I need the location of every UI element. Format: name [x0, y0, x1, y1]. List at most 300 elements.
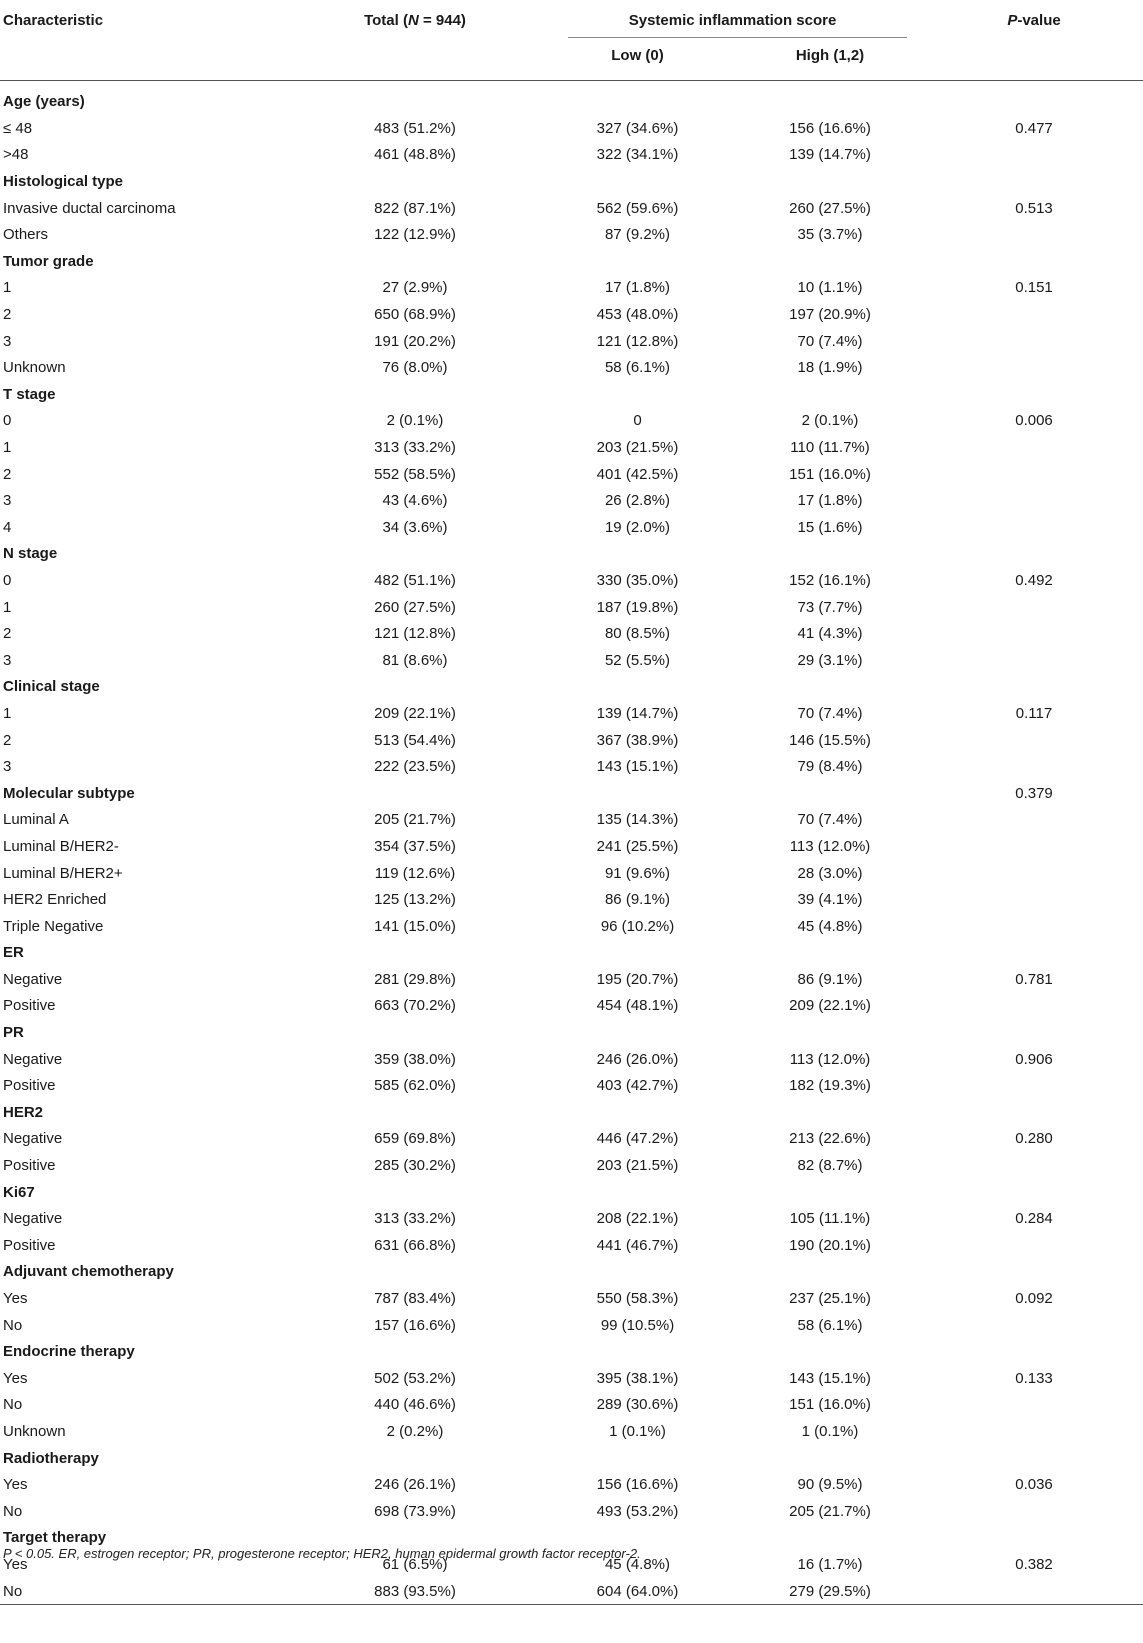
table-row	[0, 354, 1143, 381]
cell-high: 105 (11.1%)	[789, 1210, 871, 1228]
cell-high: 190 (20.1%)	[789, 1236, 871, 1254]
row-label: 3	[3, 332, 12, 350]
cell-pvalue	[925, 1445, 1143, 1472]
cell-high	[735, 1019, 925, 1046]
cell-total: 43 (4.6%)	[382, 492, 448, 510]
cell-total: 440 (46.6%)	[374, 1396, 456, 1414]
cell-low: 0	[633, 412, 642, 430]
cell-total: 313 (33.2%)	[374, 439, 456, 457]
table-row	[0, 142, 1143, 169]
cell-high: 151 (16.0%)	[789, 465, 871, 483]
cell-total: 354 (37.5%)	[374, 837, 456, 855]
row-label: 2	[3, 731, 12, 749]
row-label: Positive	[3, 997, 56, 1015]
cell-total	[290, 541, 540, 568]
cell-high: 1 (0.1%)	[801, 1422, 859, 1440]
cell-low	[540, 80, 735, 115]
table-row	[0, 328, 1143, 355]
cell-low: 322 (34.1%)	[596, 146, 679, 164]
cell-high	[735, 940, 925, 967]
section-label: Age (years)	[3, 93, 85, 111]
section-row	[0, 168, 1143, 195]
cell-high: 156 (16.6%)	[789, 119, 871, 137]
section-row	[0, 1179, 1143, 1206]
cell-total: 2 (0.1%)	[386, 412, 444, 430]
cell-total: 209 (22.1%)	[374, 704, 456, 722]
cell-low: 403 (42.7%)	[596, 1077, 679, 1095]
row-label: 4	[3, 518, 12, 536]
section-label: Endocrine therapy	[3, 1343, 135, 1361]
cell-total: 482 (51.1%)	[374, 571, 456, 589]
section-label: Target therapy	[3, 1529, 107, 1547]
table-row	[0, 1126, 1143, 1153]
cell-total	[290, 674, 540, 701]
cell-pvalue	[925, 434, 1143, 461]
section-row	[0, 1338, 1143, 1365]
table-row	[0, 1312, 1143, 1339]
cell-pvalue	[925, 807, 1143, 834]
cell-pvalue	[925, 1232, 1143, 1259]
table-row	[0, 860, 1143, 887]
section-label: T stage	[3, 385, 56, 403]
cell-pvalue	[925, 753, 1143, 780]
cell-pvalue	[925, 168, 1143, 195]
cell-low	[540, 940, 735, 967]
cell-pvalue: 0.781	[1015, 970, 1053, 988]
cell-total	[290, 1259, 540, 1286]
header-empty-3	[925, 38, 1143, 80]
cell-low: 454 (48.1%)	[596, 997, 679, 1015]
cell-pvalue	[925, 1498, 1143, 1525]
cell-total: 2 (0.2%)	[386, 1422, 444, 1440]
row-label: Luminal B/HER2-	[3, 837, 119, 855]
cell-high: 260 (27.5%)	[789, 199, 871, 217]
cell-high: 35 (3.7%)	[797, 226, 863, 244]
row-label: 0	[3, 412, 12, 430]
section-row	[0, 1019, 1143, 1046]
table-row	[0, 993, 1143, 1020]
cell-low: 187 (19.8%)	[596, 598, 679, 616]
table-row	[0, 487, 1143, 514]
cell-low: 289 (30.6%)	[596, 1396, 679, 1414]
row-label: No	[3, 1502, 23, 1520]
section-row	[0, 1259, 1143, 1286]
cell-total: 281 (29.8%)	[374, 970, 456, 988]
cell-high: 10 (1.1%)	[797, 279, 863, 297]
cell-high: 28 (3.0%)	[797, 864, 863, 882]
row-label: Yes	[3, 1476, 28, 1494]
section-row	[0, 1445, 1143, 1472]
cell-low: 604 (64.0%)	[540, 1578, 735, 1605]
cell-total: 659 (69.8%)	[374, 1130, 456, 1148]
cell-pvalue	[925, 328, 1143, 355]
cell-low	[540, 541, 735, 568]
cell-high	[735, 780, 925, 807]
row-label: Positive	[3, 1157, 56, 1175]
cell-pvalue	[925, 354, 1143, 381]
cell-pvalue	[925, 1578, 1143, 1605]
cell-low: 208 (22.1%)	[596, 1210, 679, 1228]
cell-pvalue	[925, 1152, 1143, 1179]
cell-high: 79 (8.4%)	[797, 758, 863, 776]
section-row	[0, 381, 1143, 408]
cell-low	[540, 1099, 735, 1126]
cell-pvalue	[925, 381, 1143, 408]
cell-high: 16 (1.7%)	[797, 1555, 863, 1573]
table-row	[0, 221, 1143, 248]
cell-pvalue	[925, 913, 1143, 940]
cell-pvalue	[925, 1179, 1143, 1206]
cell-pvalue: 0.151	[1015, 279, 1053, 297]
section-label: Clinical stage	[3, 678, 100, 696]
cell-pvalue	[925, 1418, 1143, 1445]
cell-low	[540, 1445, 735, 1472]
header-empty-2	[290, 38, 540, 80]
section-label: Ki67	[3, 1183, 35, 1201]
cell-high: 113 (12.0%)	[789, 837, 871, 855]
cell-low: 401 (42.5%)	[596, 465, 679, 483]
row-label: 1	[3, 598, 12, 616]
cell-total: 222 (23.5%)	[374, 758, 456, 776]
cell-high: 113 (12.0%)	[789, 1050, 871, 1068]
cell-pvalue	[925, 647, 1143, 674]
cell-pvalue	[925, 461, 1143, 488]
table-row	[0, 807, 1143, 834]
row-label: Yes	[3, 1555, 28, 1573]
cell-total: 61 (6.5%)	[382, 1555, 448, 1573]
cell-low: 550 (58.3%)	[596, 1290, 679, 1308]
cell-high: 41 (4.3%)	[797, 625, 863, 643]
table-row	[0, 753, 1143, 780]
section-row	[0, 1099, 1143, 1126]
cell-high: 152 (16.1%)	[789, 571, 871, 589]
cell-total: 513 (54.4%)	[374, 731, 456, 749]
header-empty-1	[0, 38, 290, 80]
cell-pvalue	[925, 833, 1143, 860]
cell-high: 82 (8.7%)	[797, 1157, 863, 1175]
cell-high	[735, 1259, 925, 1286]
cell-high	[735, 80, 925, 115]
section-row	[0, 80, 1143, 115]
table-row	[0, 1152, 1143, 1179]
row-label: 3	[3, 651, 12, 669]
cell-high: 45 (4.8%)	[797, 917, 863, 935]
cell-total: 121 (12.8%)	[374, 625, 456, 643]
row-label: Others	[3, 226, 49, 244]
cell-high: 143 (15.1%)	[789, 1369, 871, 1387]
cell-high: 2 (0.1%)	[801, 412, 859, 430]
cell-pvalue	[925, 1019, 1143, 1046]
cell-low	[540, 381, 735, 408]
cell-pvalue: 0.492	[1015, 571, 1053, 589]
row-label: Positive	[3, 1236, 56, 1254]
table-row	[0, 1072, 1143, 1099]
cell-low: 446 (47.2%)	[596, 1130, 679, 1148]
cell-total	[290, 1445, 540, 1472]
cell-total: 285 (30.2%)	[374, 1157, 456, 1175]
cell-pvalue	[925, 301, 1143, 328]
cell-high	[735, 381, 925, 408]
cell-pvalue: 0.284	[1015, 1210, 1053, 1228]
cell-low: 139 (14.7%)	[596, 704, 679, 722]
cell-total: 787 (83.4%)	[374, 1290, 456, 1308]
cell-total: 698 (73.9%)	[374, 1502, 456, 1520]
row-label: 2	[3, 465, 12, 483]
cell-low	[540, 168, 735, 195]
cell-low: 330 (35.0%)	[596, 571, 679, 589]
cell-pvalue: 0.133	[1015, 1369, 1053, 1387]
cell-total: 27 (2.9%)	[382, 279, 448, 297]
cell-pvalue	[925, 514, 1143, 541]
row-label: Unknown	[3, 1422, 66, 1440]
cell-low	[540, 248, 735, 275]
cell-high	[735, 1525, 925, 1552]
cell-low: 80 (8.5%)	[604, 625, 671, 643]
cell-total: 141 (15.0%)	[374, 917, 456, 935]
cell-pvalue	[925, 1338, 1143, 1365]
cell-pvalue: 0.477	[1015, 119, 1053, 137]
cell-high	[735, 674, 925, 701]
table-row	[0, 434, 1143, 461]
cell-low: 493 (53.2%)	[596, 1502, 679, 1520]
cell-total: 157 (16.6%)	[374, 1316, 456, 1334]
header-high: High (1,2)	[735, 38, 925, 80]
cell-low: 19 (2.0%)	[604, 518, 671, 536]
table-row	[0, 275, 1143, 302]
cell-pvalue	[925, 487, 1143, 514]
table-row	[0, 966, 1143, 993]
section-label: Tumor grade	[3, 252, 94, 270]
cell-low	[540, 1019, 735, 1046]
cell-low	[540, 780, 735, 807]
table-row	[0, 1471, 1143, 1498]
cell-pvalue	[925, 594, 1143, 621]
cell-total	[290, 940, 540, 967]
table-row	[0, 727, 1143, 754]
cell-pvalue	[925, 541, 1143, 568]
table-row	[0, 514, 1143, 541]
header-characteristic: Characteristic	[3, 12, 104, 29]
cell-pvalue	[925, 620, 1143, 647]
section-row	[0, 780, 1143, 807]
cell-total: 125 (13.2%)	[374, 891, 456, 909]
cell-low: 96 (10.2%)	[600, 917, 675, 935]
header-sis-group: Systemic inflammation score	[540, 0, 925, 38]
cell-low: 135 (14.3%)	[596, 811, 679, 829]
row-label: 3	[3, 758, 12, 776]
cell-high: 213 (22.6%)	[789, 1130, 871, 1148]
cell-pvalue: 0.280	[1015, 1130, 1053, 1148]
cell-pvalue	[925, 221, 1143, 248]
cell-pvalue: 0.513	[1015, 199, 1053, 217]
cell-pvalue	[925, 674, 1143, 701]
row-label: 2	[3, 306, 12, 324]
cell-total: 191 (20.2%)	[374, 332, 456, 350]
cell-pvalue	[925, 1099, 1143, 1126]
cell-high	[735, 1179, 925, 1206]
row-label: Negative	[3, 970, 63, 988]
table-row	[0, 1046, 1143, 1073]
cell-total: 483 (51.2%)	[374, 119, 456, 137]
cell-high: 237 (25.1%)	[789, 1290, 871, 1308]
cell-total	[290, 1019, 540, 1046]
cell-pvalue	[925, 1392, 1143, 1419]
cell-low: 121 (12.8%)	[596, 332, 679, 350]
cell-high: 70 (7.4%)	[797, 332, 863, 350]
cell-high: 18 (1.9%)	[797, 359, 863, 377]
cell-total: 205 (21.7%)	[374, 811, 456, 829]
cell-pvalue: 0.117	[1015, 704, 1053, 722]
cell-total: 631 (66.8%)	[374, 1236, 456, 1254]
cell-total: 34 (3.6%)	[382, 518, 448, 536]
cell-low: 156 (16.6%)	[596, 1476, 679, 1494]
cell-low: 86 (9.1%)	[604, 891, 671, 909]
cell-pvalue	[925, 940, 1143, 967]
table-header	[0, 0, 1143, 80]
table-row	[0, 1365, 1143, 1392]
section-label: Histological type	[3, 173, 124, 191]
cell-high: 70 (7.4%)	[797, 811, 863, 829]
cell-total	[290, 248, 540, 275]
row-label: 1	[3, 279, 12, 297]
cell-total	[290, 381, 540, 408]
cell-total: 502 (53.2%)	[374, 1369, 456, 1387]
cell-total	[290, 1338, 540, 1365]
table-row	[0, 1498, 1143, 1525]
cell-low: 395 (38.1%)	[596, 1369, 679, 1387]
cell-low	[540, 674, 735, 701]
cell-high: 151 (16.0%)	[789, 1396, 871, 1414]
cell-low: 26 (2.8%)	[604, 492, 671, 510]
cell-total	[290, 1099, 540, 1126]
cell-low	[540, 1179, 735, 1206]
table-row	[0, 567, 1143, 594]
cell-low: 17 (1.8%)	[604, 279, 671, 297]
cell-high: 90 (9.5%)	[797, 1476, 863, 1494]
row-label: No	[3, 1396, 23, 1414]
table-row	[0, 913, 1143, 940]
header-pvalue: P-value	[1007, 12, 1061, 29]
cell-low: 195 (20.7%)	[596, 970, 679, 988]
cell-pvalue	[925, 886, 1143, 913]
row-label: No	[0, 1578, 290, 1605]
cell-low: 246 (26.0%)	[596, 1050, 679, 1068]
cell-pvalue: 0.092	[1015, 1290, 1053, 1308]
cell-total: 461 (48.8%)	[374, 146, 456, 164]
cell-high	[735, 168, 925, 195]
cell-total: 822 (87.1%)	[374, 199, 456, 217]
cell-total: 313 (33.2%)	[374, 1210, 456, 1228]
cell-total	[290, 80, 540, 115]
row-label: No	[3, 1316, 23, 1334]
table-row	[0, 1205, 1143, 1232]
cell-total: 663 (70.2%)	[374, 997, 456, 1015]
cell-high	[735, 1099, 925, 1126]
header-low: Low (0)	[540, 38, 735, 80]
cell-low: 52 (5.5%)	[604, 651, 671, 669]
cell-high: 139 (14.7%)	[789, 146, 871, 164]
cell-low: 91 (9.6%)	[604, 864, 671, 882]
cell-total: 552 (58.5%)	[374, 465, 456, 483]
row-label: Negative	[3, 1050, 63, 1068]
cell-pvalue	[925, 993, 1143, 1020]
cell-total: 883 (93.5%)	[290, 1578, 540, 1605]
cell-high: 197 (20.9%)	[789, 306, 871, 324]
section-row	[0, 940, 1143, 967]
row-label: Invasive ductal carcinoma	[3, 199, 176, 217]
cell-low: 45 (4.8%)	[604, 1555, 671, 1573]
cell-pvalue: 0.006	[1015, 412, 1053, 430]
section-label: PR	[3, 1024, 24, 1042]
cell-low: 562 (59.6%)	[596, 199, 679, 217]
table-body	[0, 80, 1143, 1605]
cell-high: 146 (15.5%)	[789, 731, 871, 749]
row-label: 2	[3, 625, 12, 643]
section-label: Adjuvant chemotherapy	[3, 1263, 174, 1281]
cell-pvalue	[925, 727, 1143, 754]
cell-high: 205 (21.7%)	[789, 1502, 871, 1520]
row-label: HER2 Enriched	[3, 891, 107, 909]
cell-high: 73 (7.7%)	[797, 598, 863, 616]
cell-total: 359 (38.0%)	[374, 1050, 456, 1068]
cell-low: 99 (10.5%)	[600, 1316, 675, 1334]
cell-high	[735, 248, 925, 275]
cell-pvalue: 0.382	[1015, 1555, 1053, 1573]
cell-pvalue	[925, 1072, 1143, 1099]
row-label: 3	[3, 492, 12, 510]
section-label: N stage	[3, 545, 58, 563]
cell-low: 367 (38.9%)	[596, 731, 679, 749]
table-row	[0, 700, 1143, 727]
cell-pvalue	[925, 80, 1143, 115]
cell-low: 327 (34.6%)	[596, 119, 679, 137]
cell-low: 441 (46.7%)	[596, 1236, 679, 1254]
table-row	[0, 1285, 1143, 1312]
section-row	[0, 674, 1143, 701]
row-label: Yes	[3, 1369, 28, 1387]
table-row	[0, 1392, 1143, 1419]
cell-low: 58 (6.1%)	[604, 359, 671, 377]
table-row	[0, 408, 1143, 435]
cell-pvalue: 0.036	[1015, 1476, 1053, 1494]
table-row	[0, 1418, 1143, 1445]
cell-high: 70 (7.4%)	[797, 704, 863, 722]
cell-high: 279 (29.5%)	[735, 1578, 925, 1605]
cell-low: 203 (21.5%)	[596, 439, 679, 457]
cell-high: 15 (1.6%)	[797, 518, 863, 536]
cell-total: 81 (8.6%)	[382, 651, 448, 669]
cell-total: 650 (68.9%)	[374, 306, 456, 324]
table-row	[0, 594, 1143, 621]
row-label: Negative	[3, 1210, 63, 1228]
cell-pvalue	[925, 1259, 1143, 1286]
cell-pvalue: 0.906	[1015, 1050, 1053, 1068]
cell-high: 29 (3.1%)	[797, 651, 863, 669]
cell-total: 119 (12.6%)	[374, 864, 456, 882]
cell-total: 76 (8.0%)	[382, 359, 448, 377]
cell-pvalue	[925, 142, 1143, 169]
table-row	[0, 833, 1143, 860]
cell-total: 260 (27.5%)	[374, 598, 456, 616]
table-row	[0, 1578, 1143, 1605]
cell-high	[735, 1338, 925, 1365]
table-row	[0, 886, 1143, 913]
cell-low: 241 (25.5%)	[596, 837, 679, 855]
row-label: Negative	[3, 1130, 63, 1148]
cell-total	[290, 780, 540, 807]
cell-total: 122 (12.9%)	[374, 226, 456, 244]
section-row	[0, 541, 1143, 568]
